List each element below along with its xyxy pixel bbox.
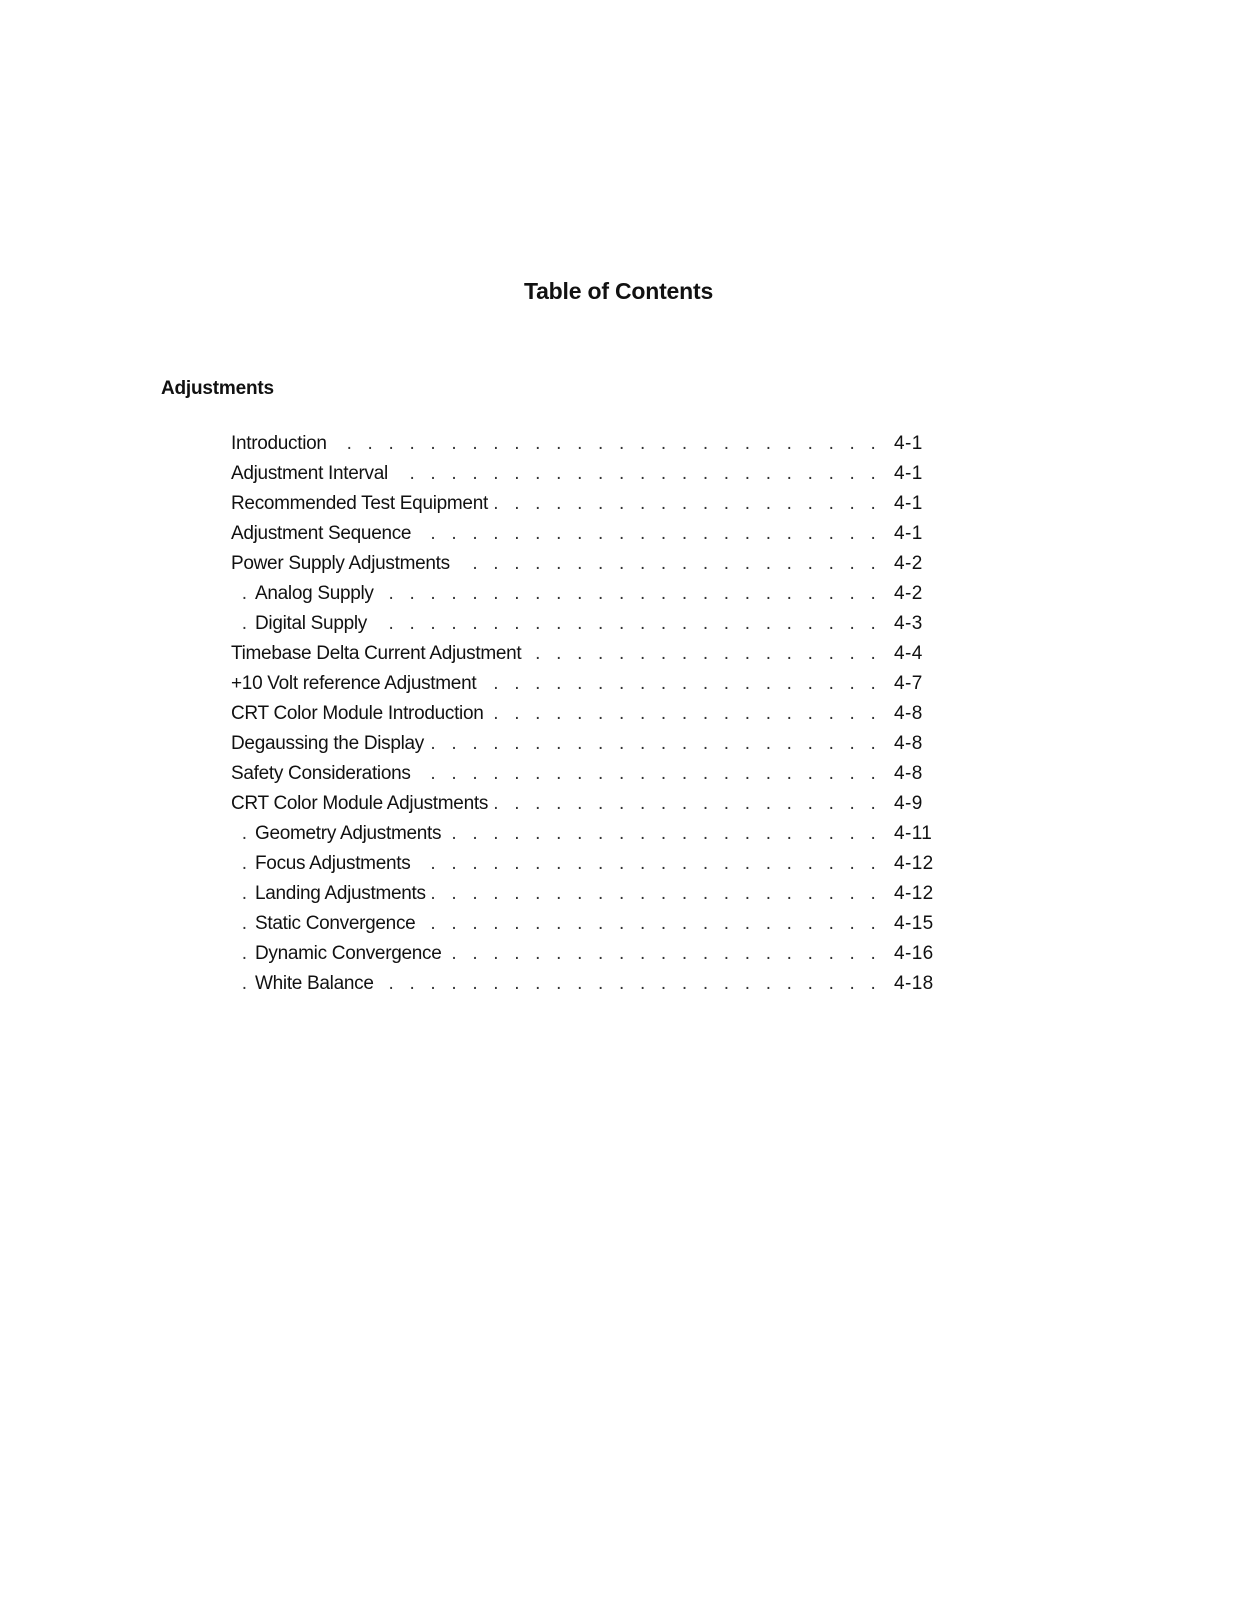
toc-entry-label: White Balance [255, 969, 380, 999]
toc-entry[interactable] [0, 429, 1237, 459]
toc-entry-label: +10 Volt reference Adjustment [231, 669, 482, 699]
toc-entry-label: Adjustment Interval [231, 459, 394, 489]
toc-entry-page: 4-11 [894, 823, 933, 844]
toc-entry-label: Timebase Delta Current Adjustment [231, 639, 527, 669]
toc-entry[interactable] [0, 699, 1237, 729]
toc-entry[interactable] [0, 579, 1237, 609]
toc-entry[interactable] [0, 879, 1237, 909]
toc-entry[interactable] [0, 729, 1237, 759]
toc-entry-page: 4-1 [894, 433, 923, 454]
toc-entry-page: 4-1 [894, 493, 923, 514]
toc-entry[interactable] [0, 969, 1237, 999]
toc-entry-label: Static Convergence [255, 909, 421, 939]
toc-entry[interactable] [0, 669, 1237, 699]
toc-entry-label: Introduction [231, 429, 333, 459]
toc-entry-page: 4-1 [894, 463, 923, 484]
toc-entry[interactable] [0, 819, 1237, 849]
toc-entry-label: Landing Adjustments [255, 879, 432, 909]
toc-entry[interactable] [0, 759, 1237, 789]
toc-entry-label: Geometry Adjustments [255, 819, 447, 849]
toc-entry[interactable] [0, 489, 1237, 519]
section-heading: Adjustments [161, 378, 274, 399]
toc-entry-page: 4-4 [894, 643, 923, 664]
toc-entry-label: Analog Supply [255, 579, 380, 609]
toc-list [0, 429, 1237, 999]
toc-entry[interactable] [0, 639, 1237, 669]
toc-entry-label: CRT Color Module Adjustments [231, 789, 494, 819]
toc-entry-label: Focus Adjustments [255, 849, 416, 879]
toc-entry[interactable] [0, 549, 1237, 579]
toc-entry[interactable] [0, 939, 1237, 969]
toc-entry-label: Recommended Test Equipment [231, 489, 494, 519]
toc-entry-page: 4-1 [894, 523, 923, 544]
toc-entry-label: Power Supply Adjustments [231, 549, 456, 579]
toc-entry-label: Digital Supply [255, 609, 373, 639]
toc-entry-label: Adjustment Sequence [231, 519, 417, 549]
toc-entry-page: 4-18 [894, 973, 934, 994]
toc-entry[interactable] [0, 609, 1237, 639]
toc-entry[interactable] [0, 789, 1237, 819]
toc-entry-page: 4-8 [894, 703, 923, 724]
toc-entry[interactable] [0, 909, 1237, 939]
toc-entry-page: 4-2 [894, 583, 923, 604]
page-title: Table of Contents [523, 278, 714, 304]
toc-entry[interactable] [0, 849, 1237, 879]
toc-entry-page: 4-8 [894, 733, 923, 754]
toc-entry-label: Safety Considerations [231, 759, 417, 789]
toc-entry-page: 4-15 [894, 913, 934, 934]
toc-entry-page: 4-12 [894, 883, 934, 904]
toc-entry-label: Dynamic Convergence [255, 939, 448, 969]
toc-entry[interactable] [0, 519, 1237, 549]
toc-entry-page: 4-8 [894, 763, 923, 784]
toc-entry-label: Degaussing the Display [231, 729, 430, 759]
toc-entry-page: 4-7 [894, 673, 923, 694]
toc-entry-label: CRT Color Module Introduction [231, 699, 490, 729]
toc-entry-page: 4-2 [894, 553, 923, 574]
toc-entry-page: 4-12 [894, 853, 934, 874]
toc-entry[interactable] [0, 459, 1237, 489]
toc-entry-page: 4-3 [894, 613, 923, 634]
toc-entry-page: 4-16 [894, 943, 934, 964]
toc-entry-page: 4-9 [894, 793, 923, 814]
